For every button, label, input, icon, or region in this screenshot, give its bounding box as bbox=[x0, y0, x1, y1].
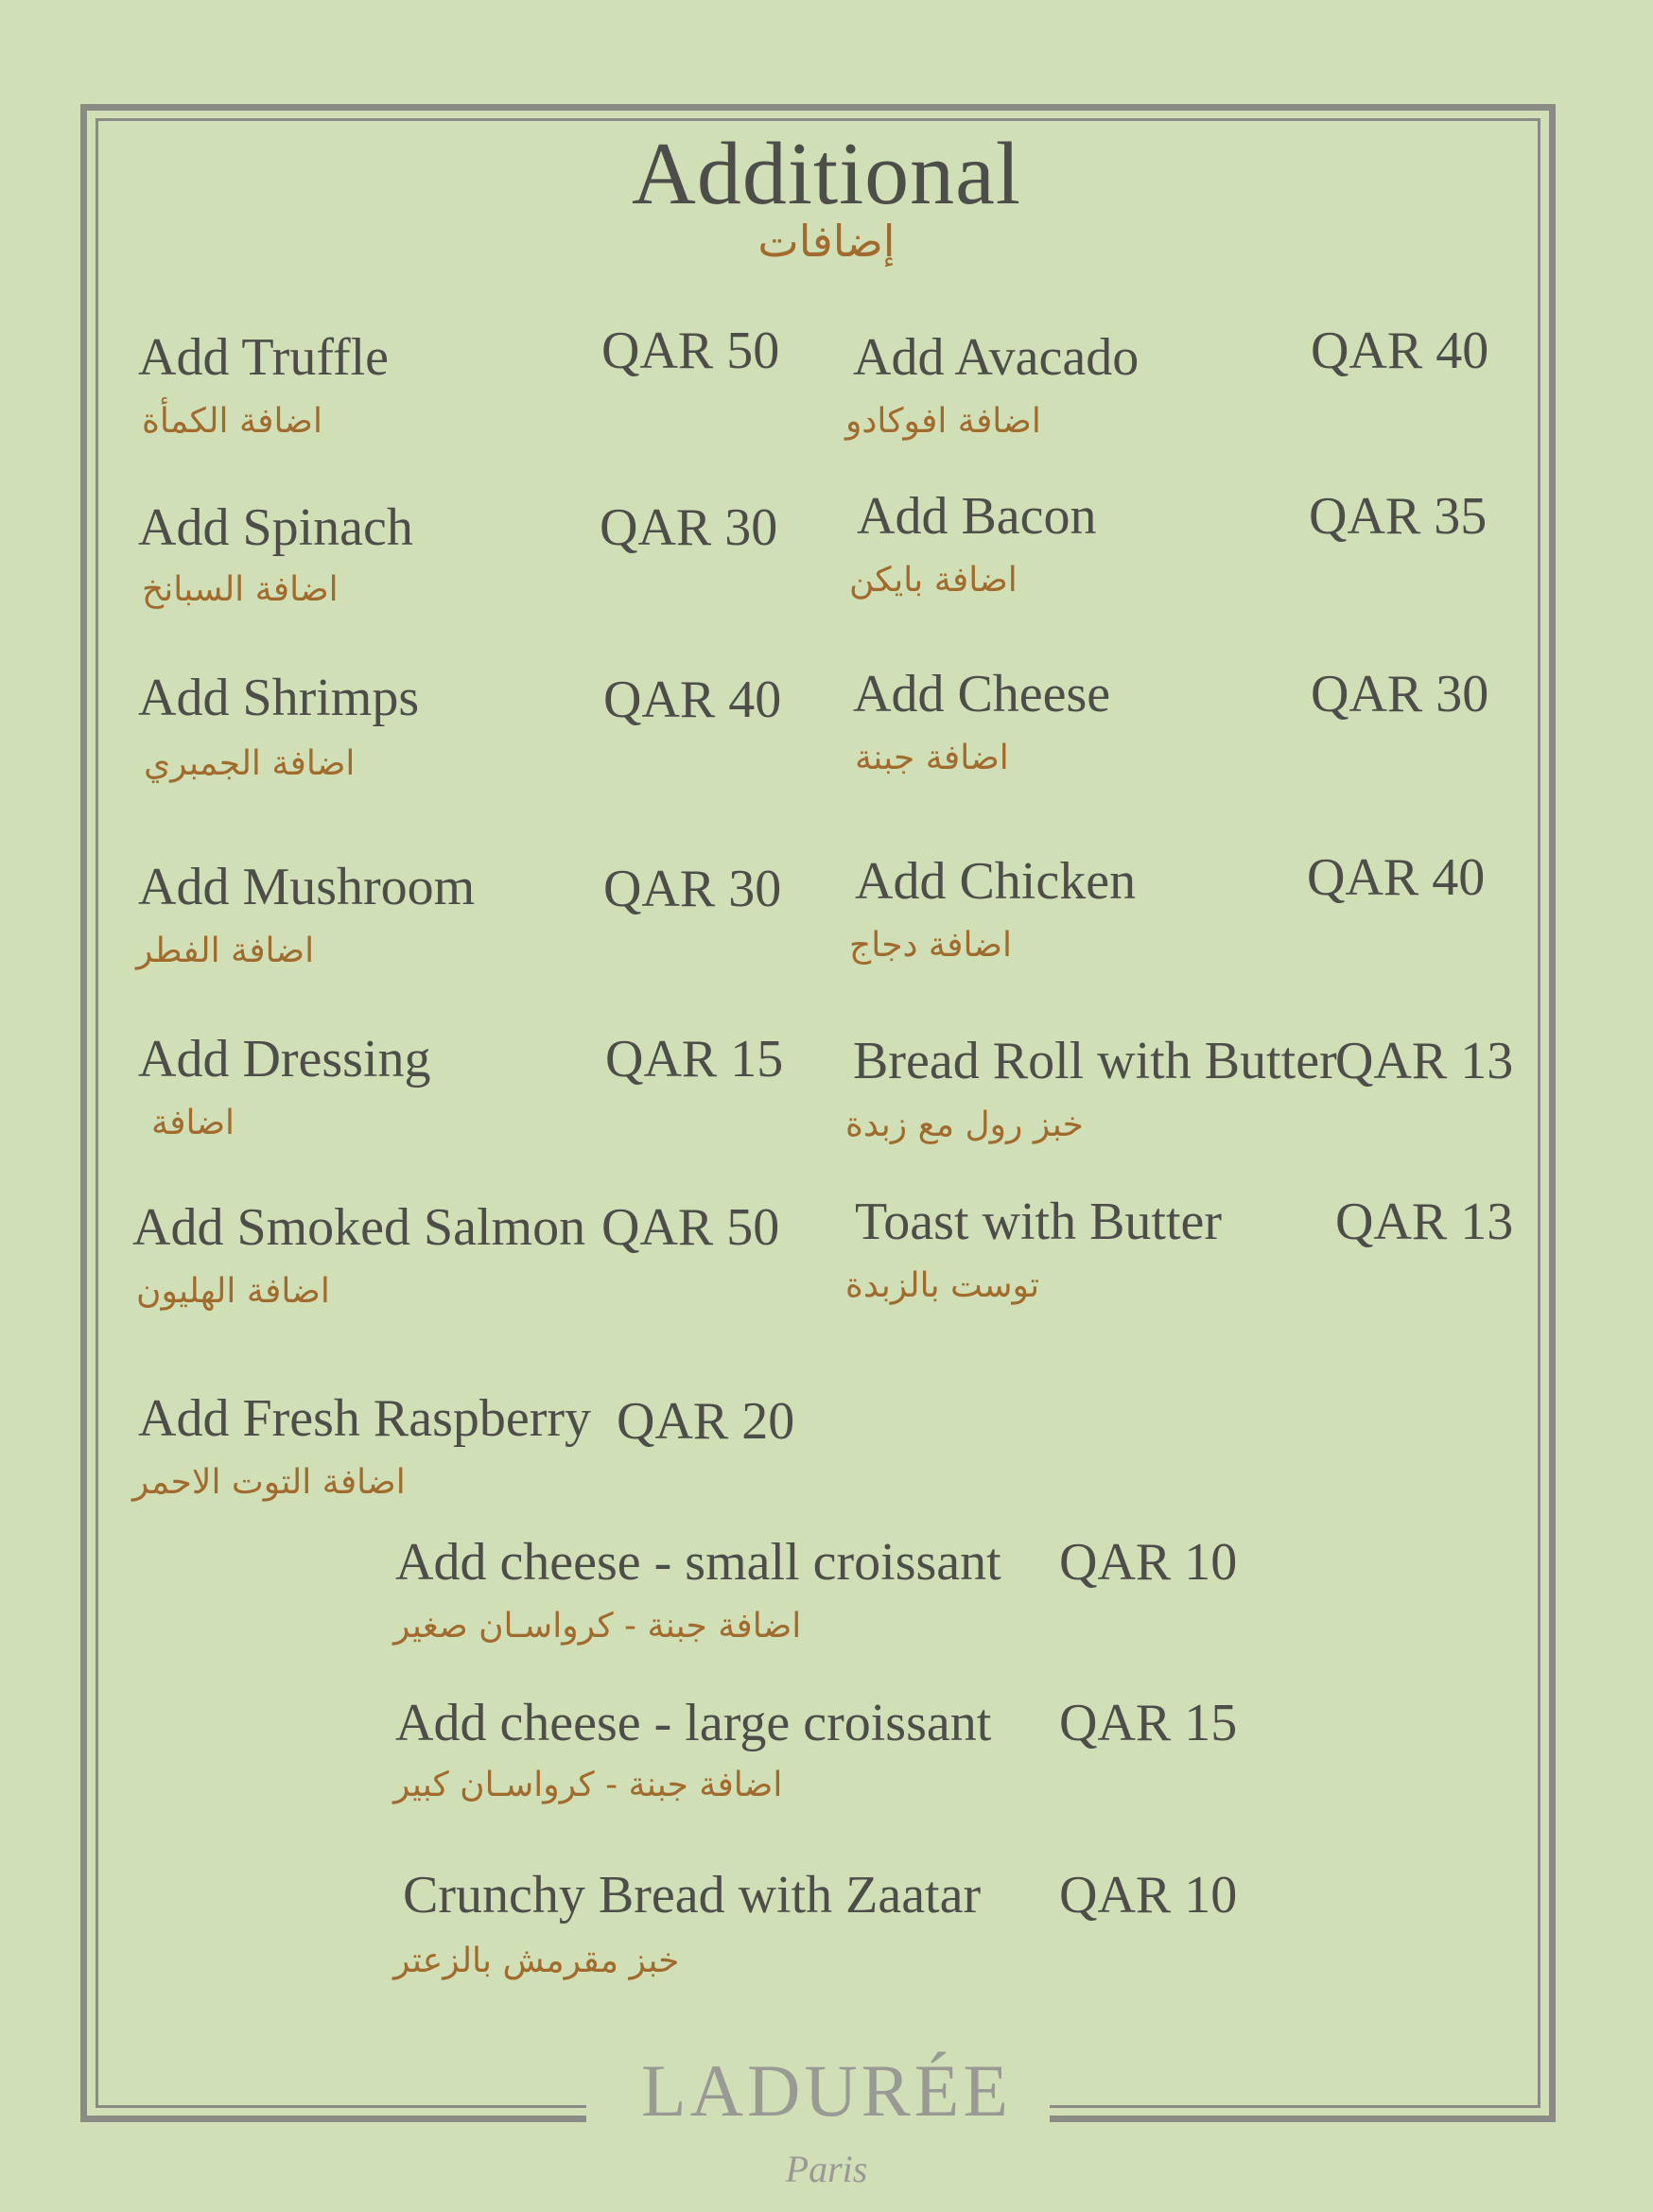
item-name-arabic: اضافة bbox=[151, 1104, 235, 1142]
item-name-arabic: اضافة جبنة - كرواسـان كبير bbox=[393, 1766, 783, 1804]
item-name-arabic: اضافة بايكن bbox=[849, 561, 1018, 600]
item-name: Crunchy Bread with Zaatar bbox=[403, 1866, 982, 1925]
item-name-arabic: اضافة افوكادو bbox=[845, 402, 1041, 441]
item-name: Add Avacado bbox=[853, 328, 1140, 387]
item-name-arabic: خبز رول مع زبدة bbox=[845, 1106, 1084, 1144]
item-name-arabic: اضافة التوت الاحمر bbox=[132, 1463, 406, 1502]
item-price: QAR 15 bbox=[1059, 1694, 1238, 1752]
item-name: Add Spinach bbox=[138, 498, 413, 557]
item-name: Add Mushroom bbox=[138, 858, 476, 916]
item-name: Add Smoked Salmon bbox=[132, 1198, 586, 1257]
item-name: Add Fresh Raspberry bbox=[138, 1389, 592, 1448]
item-price: QAR 30 bbox=[1311, 665, 1489, 723]
item-name-arabic: اضافة جبنة - كرواسـان صغير bbox=[393, 1607, 802, 1646]
item-price: QAR 20 bbox=[617, 1392, 795, 1451]
item-name: Add Truffle bbox=[138, 328, 390, 387]
item-price: QAR 40 bbox=[1307, 848, 1486, 907]
item-price: QAR 13 bbox=[1335, 1032, 1514, 1090]
item-name-arabic: خبز مقرمش بالزعتر bbox=[393, 1942, 680, 1980]
item-price: QAR 50 bbox=[601, 322, 780, 380]
item-name-arabic: اضافة دجاج bbox=[849, 926, 1012, 965]
item-name: Add cheese - large croissant bbox=[395, 1694, 992, 1752]
item-price: QAR 15 bbox=[605, 1030, 784, 1089]
item-price: QAR 10 bbox=[1059, 1533, 1238, 1592]
item-name-arabic: اضافة الهليون bbox=[136, 1272, 330, 1311]
brand-city: Paris bbox=[785, 2148, 868, 2190]
item-name-arabic: توست بالزبدة bbox=[845, 1266, 1040, 1305]
page-title-arabic: إضافات bbox=[757, 216, 896, 267]
item-name-arabic: اضافة جبنة bbox=[855, 739, 1009, 777]
item-price: QAR 10 bbox=[1059, 1866, 1238, 1925]
item-name: Bread Roll with Butter bbox=[853, 1032, 1337, 1090]
page-title: Additional bbox=[631, 125, 1022, 223]
item-name-arabic: اضافة الكمأة bbox=[142, 402, 322, 441]
item-name-arabic: اضافة الفطر bbox=[136, 932, 315, 970]
item-name: Add Chicken bbox=[855, 852, 1137, 911]
item-name-arabic: اضافة السبانخ bbox=[142, 570, 339, 609]
item-name-arabic: اضافة الجمبري bbox=[144, 744, 356, 783]
item-price: QAR 30 bbox=[600, 498, 778, 557]
item-name: Add Shrimps bbox=[138, 669, 420, 727]
brand-logo: LADURÉE bbox=[641, 2049, 1012, 2132]
item-price: QAR 50 bbox=[601, 1198, 780, 1257]
item-name: Toast with Butter bbox=[855, 1193, 1223, 1251]
item-name: Add cheese - small croissant bbox=[395, 1533, 1001, 1592]
item-price: QAR 40 bbox=[603, 671, 782, 729]
item-price: QAR 35 bbox=[1309, 487, 1488, 546]
item-price: QAR 40 bbox=[1311, 322, 1489, 380]
item-name: Add Bacon bbox=[857, 487, 1097, 546]
item-name: Add Cheese bbox=[853, 665, 1111, 723]
item-price: QAR 13 bbox=[1335, 1193, 1514, 1251]
item-price: QAR 30 bbox=[603, 860, 782, 918]
item-name: Add Dressing bbox=[138, 1030, 431, 1089]
